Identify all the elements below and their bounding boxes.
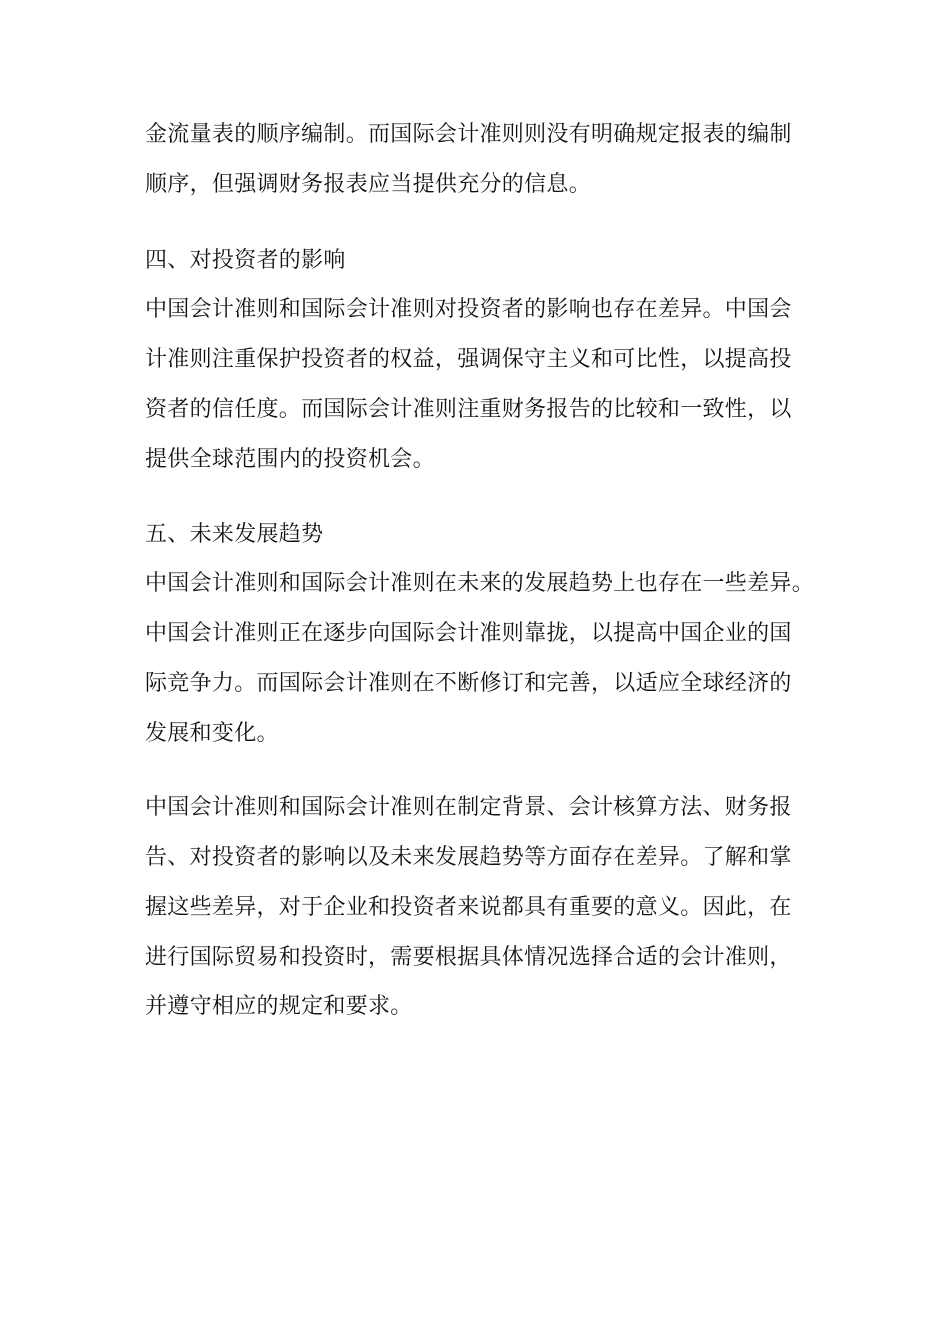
paragraph-line: 顺序，但强调财务报表应当提供充分的信息。	[145, 172, 592, 197]
paragraph-line: 中国会计准则和国际会计准则在制定背景、会计核算方法、财务报	[145, 795, 792, 820]
paragraph-line: 告、对投资者的影响以及未来发展趋势等方面存在差异。了解和掌	[145, 845, 792, 870]
paragraph-line: 中国会计准则正在逐步向国际会计准则靠拢，以提高中国企业的国	[145, 621, 792, 646]
paragraph-line: 计准则注重保护投资者的权益，强调保守主义和可比性，以提高投	[145, 347, 792, 372]
paragraph-line: 并遵守相应的规定和要求。	[145, 994, 413, 1019]
paragraph-line: 金流量表的顺序编制。而国际会计准则则没有明确规定报表的编制	[145, 122, 792, 147]
section-heading: 五、未来发展趋势	[145, 522, 324, 547]
paragraph-line: 发展和变化。	[145, 721, 279, 746]
paragraph-line: 中国会计准则和国际会计准则对投资者的影响也存在差异。中国会	[145, 297, 792, 322]
paragraph-line: 中国会计准则和国际会计准则在未来的发展趋势上也存在一些差异。	[145, 571, 815, 596]
paragraph-line: 进行国际贸易和投资时，需要根据具体情况选择合适的会计准则，	[145, 945, 792, 970]
section-heading: 四、对投资者的影响	[145, 248, 346, 273]
paragraph-line: 握这些差异，对于企业和投资者来说都具有重要的意义。因此，在	[145, 895, 792, 920]
paragraph-line: 际竞争力。而国际会计准则在不断修订和完善，以适应全球经济的	[145, 671, 792, 696]
paragraph-line: 提供全球范围内的投资机会。	[145, 447, 435, 472]
paragraph-line: 资者的信任度。而国际会计准则注重财务报告的比较和一致性，以	[145, 397, 792, 422]
